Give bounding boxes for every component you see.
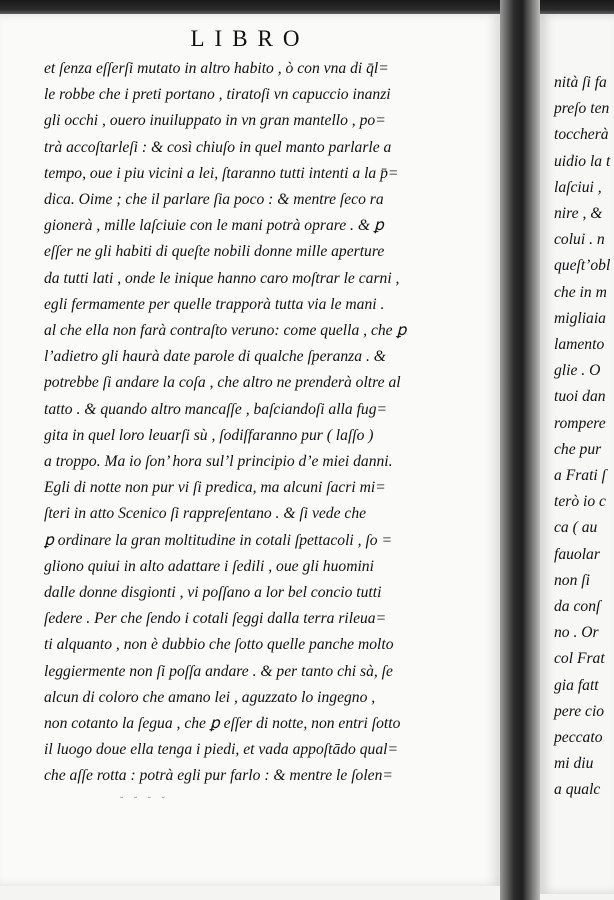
text-line: a Frati ſ [554, 467, 606, 485]
text-line: migliaia [554, 309, 606, 327]
text-line: l’adietro gli haurà date parole di qualche ſperanza . & [44, 348, 386, 366]
text-line: da conſ [554, 598, 601, 616]
text-line: gita in quel loro leuarſi sù , ſodiſfaranno pur ( laſſo ) [44, 426, 374, 444]
text-line: potrebbe ſi andare la coſa , che altro ne prenderà oltre al [44, 374, 401, 392]
text-line: gliono quiui in alto adattare i ſedili , oue gli huomini [44, 557, 374, 575]
text-line: trà accoſtarleſi : & così chiuſo in quel manto parlarle a [44, 138, 392, 156]
text-line: queſt’obl [554, 257, 611, 275]
text-line: il luogo doue ella tenga i piedi, et vada appoſtādo qual= [44, 741, 398, 759]
text-line: rompere [554, 414, 606, 432]
left-page-text [44, 56, 458, 790]
text-line: egli fermamente per quelle trapporà tutta via le mani . [44, 295, 385, 313]
text-line: nità ſi fa [554, 74, 607, 91]
text-line: a qualc [554, 781, 601, 799]
text-line: gia fatt [554, 676, 599, 694]
text-line: no . Or [554, 624, 599, 642]
text-line: dica. Oime ; che il parlare ſia poco : & mentre ſeco ra [44, 191, 384, 209]
text-line: fauolar [554, 545, 600, 563]
text-line: toccherà [554, 126, 609, 144]
text-line: ti alquanto , non è dubbio che ſotto quelle panche molto [44, 636, 394, 654]
text-line: ſteri in atto Scenico ſi rappreſentano . & ſi vede che [44, 505, 367, 523]
text-line: tuoi dan [554, 388, 606, 406]
text-line: eſſer ne gli habiti di queſte nobili donne mille aperture [44, 243, 385, 261]
text-line: tatto . & quando altro mancaſſe , baſciandoſi alla fug= [44, 400, 388, 418]
text-line: preſo ten [554, 100, 610, 118]
text-line: glie . O [554, 362, 601, 380]
text-line: lamento [554, 336, 605, 354]
text-line: al che ella non farà contraſto veruno: come quella , che ꝑ [44, 322, 407, 340]
text-line: colui . n [554, 231, 605, 249]
right-page [540, 14, 614, 894]
text-line: a troppo. Ma io ſon’ hora sul’l principio d’e miei danni. [44, 453, 393, 471]
text-line: ca ( au [554, 519, 598, 537]
text-line: et ſenza eſſerſi mutato in altro habito , ò con vna di q̄l= [44, 60, 389, 77]
text-line: che aſſe rotta : potrà egli pur farlo : & mentre le ſolen= [44, 767, 393, 785]
text-line: che pur [554, 440, 602, 458]
text-line: nire , & [554, 205, 603, 223]
text-line: gli occhi , ouero inuiluppato in vn gran mantello , po= [44, 112, 386, 130]
text-line: mi diu [554, 755, 594, 773]
text-line: che in m [554, 283, 607, 301]
text-line: peccato [554, 729, 603, 747]
text-line: Egli di notte non pur vi ſi predica, ma alcuni ſacri mi= [44, 479, 386, 497]
text-line: da tutti lati , onde le inique hanno caro moſtrar le carni , [44, 269, 400, 287]
text-line: ſedere . Per che ſendo i cotali ſeggi dalla terra rileua= [44, 610, 387, 628]
right-page-text [554, 70, 614, 804]
text-line: gionerà , mille laſciuie con le mani potrà oprare . & ꝑ [44, 217, 384, 235]
footer-mark: ˘ ˘ ˘ ˘ [120, 796, 169, 807]
text-line: pere cio [554, 702, 605, 720]
text-line: terò io c [554, 493, 606, 511]
book-gutter [500, 0, 540, 900]
text-line: laſciui , [554, 178, 602, 196]
text-line: non ſi [554, 571, 590, 589]
text-line: col Frat [554, 650, 605, 668]
text-line: leggiermente non ſi poſſa andare . & per tanto chi sà, ſe [44, 662, 393, 680]
running-head: LIBRO [190, 26, 310, 51]
text-line: dalle donne disgionti , vi poſſano a lor bel concio tutti [44, 584, 382, 602]
text-line: ꝑ ordinare la gran moltitudine in cotali ſpettacoli , ſo = [44, 531, 393, 549]
text-line: alcun di coloro che amano lei , aguzzato lo ingegno , [44, 688, 376, 706]
text-line: uidio la t [554, 152, 611, 170]
text-line: non cotanto la ſegua , che ꝑ eſſer di notte, non entri ſotto [44, 715, 401, 733]
text-line: tempo, oue i piu vicini a lei, ſtaranno tutti intenti a la p̄= [44, 164, 399, 182]
text-line: le robbe che i preti portano , tiratoſi vn capuccio inanzi [44, 86, 391, 104]
